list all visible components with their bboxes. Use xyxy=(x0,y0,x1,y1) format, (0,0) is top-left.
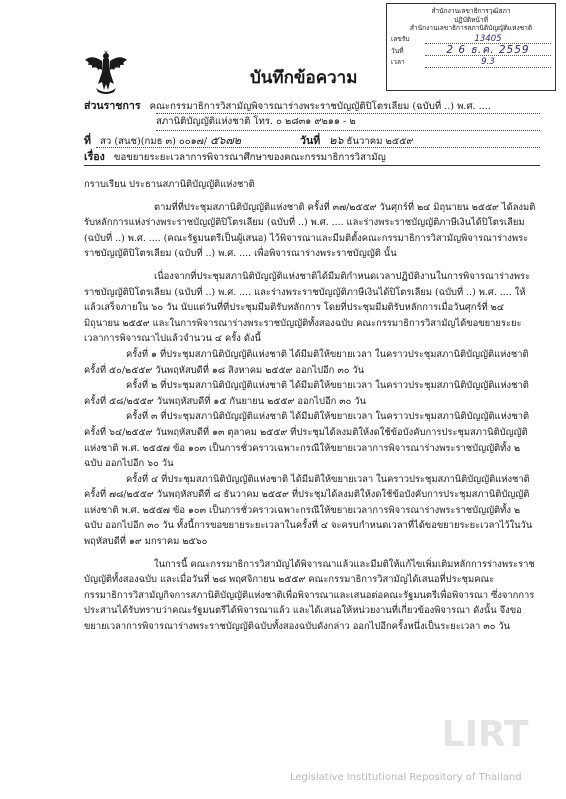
reference-value: สว (สนช)(กมธ ๓) ๐๐๑๗/ xyxy=(100,136,208,147)
receiving-stamp xyxy=(386,3,556,91)
stamp-number-value: 13405 xyxy=(425,35,551,45)
subject-value: ขอขยายระยะเวลาการพิจารณาศึกษาของคณะกรรมาธิการวิสามัญ xyxy=(113,152,386,163)
extension-item-1: ครั้งที่ ๑ ที่ประชุมสภานิติบัญญัติแห่งชาติ ได้มีมติให้ขยายเวลา ในคราวประชุมสภานิติบัญญัติแห่งชาติ ครั้งที่ ๕๐/๒๕๕๙ วันพฤหัสบดีที่ ๑๘ สิงหาคม ๒๕๕๙ ออกไปอีก ๓๐ วัน xyxy=(84,348,529,376)
extension-item-4: ครั้งที่ ๔ ที่ประชุมสภานิติบัญญัติแห่งชาติ ได้มีมติให้ขยายเวลา ในคราวประชุมสภานิติบัญญัติแห่งชาติ ครั้งที่ ๗๘/๒๕๕๙ วันพฤหัสบดีที่ ๘ ธันวาคม ๒๕๕๙ ที่ประชุมได้ลงมติให้งดใช้ข้อบังคับการประชุมสภานิติบัญญัติแห่งชาติ พ.ศ. ๒๕๕๗ ข้อ ๑๐๓ เป็นการชั่วคราวเฉพาะกรณีให้ขยายเวลาการพิจารณาร่างพระราชบัญญัติทั้ง ๒ ฉบับ ออกไปอีก ๓๐ วัน ทั้งนี้การขอขยายระยะเวลาในครั้งที่ ๔ จะครบกำหนดเวลาที่ได้ขอขยายระยะเวลาไว้ในวันพฤหัสบดีที่ ๑๙ มกราคม ๒๕๖๐ xyxy=(84,473,533,548)
extension-item-2: ครั้งที่ ๒ ที่ประชุมสภานิติบัญญัติแห่งชาติ ได้มีมติให้ขยายเวลา ในคราวประชุมสภานิติบัญญัติแห่งชาติ ครั้งที่ ๕๘/๒๕๕๙ วันพฤหัสบดีที่ ๑๕ กันยายน ๒๕๕๙ ออกไปอีก ๓๐ วัน xyxy=(84,380,529,407)
garuda-emblem-icon xyxy=(84,50,128,96)
subject-label: เรื่อง xyxy=(84,151,105,163)
subject-row xyxy=(84,148,386,165)
date-label: วันที่ xyxy=(300,135,321,147)
stamp-number-label: เลขรับ xyxy=(391,34,410,43)
reference-handwritten: ๕๖๗๒ xyxy=(210,134,242,147)
stamp-date-label: วันที่ xyxy=(391,47,404,56)
watermark-caption: Legislative Institutional Repository of Thailand xyxy=(290,772,522,783)
stamp-org-line1: สำนักงานเลขาธิการวุฒิสภา xyxy=(431,7,511,15)
salutation: กราบเรียน ประธานสภานิติบัญญัติแห่งชาติ xyxy=(84,179,255,190)
date-handwritten: ๒๖ xyxy=(329,134,344,147)
stamp-row-time xyxy=(391,58,551,68)
stamp-time-value: 9.3 xyxy=(425,58,551,68)
agency-label: ส่วนราชการ xyxy=(84,100,141,112)
stamp-date-value: 2 6 ธ.ค. 2559 xyxy=(425,46,551,56)
paragraph-extensions: เนื่องจากที่ประชุมสภานิติบัญญัติแห่งชาติได้มีมติกำหนดเวลาปฏิบัติงานในการพิจารณาร่างพระราชบัญญัติปิโตรเลียม (ฉบับที่ ..) พ.ศ. .... และร่างพระราชบัญญัติภาษีเงินได้ปิโตรเลียม (ฉบับที่ ..) พ.ศ. .... ให้แล้วเสร็จภายใน ๖๐ วัน นับแต่วันที่ที่ประชุมมีมติรับหลักการ โดยที่ประชุมมีมติรับหลักการเมื่อวันศุกร์ที่ ๒๔ มิถุนายน ๒๕๕๙ และในการพิจารณาร่างพระราชบัญญัติทั้งสองฉบับ คณะกรรมาธิการวิสามัญได้ขอขยายระยะเวลาการพิจารณาไปแล้วจำนวน ๔ ครั้ง ดังนี้ xyxy=(84,270,531,345)
memo-title: บันทึกข้อความ xyxy=(250,68,358,88)
lirt-logo-text: LIRT xyxy=(441,714,529,755)
lirt-watermark-logo xyxy=(440,702,530,758)
reference-label: ที่ xyxy=(84,135,91,147)
agency-row xyxy=(84,97,491,114)
extension-item-3: ครั้งที่ ๓ ที่ประชุมสภานิติบัญญัติแห่งชาติ ได้มีมติให้ขยายเวลา ในคราวประชุมสภานิติบัญญัติแห่งชาติ ครั้งที่ ๖๔/๒๕๕๙ วันพฤหัสบดีที่ ๑๓ ตุลาคม ๒๕๕๙ ที่ประชุมได้ลงมติให้งดใช้ข้อบังคับการประชุมสภานิติบัญญัติแห่งชาติ พ.ศ. ๒๕๕๗ ข้อ ๑๐๓ เป็นการชั่วคราวเฉพาะกรณีให้ขยายเวลาการพิจารณาร่างพระราชบัญญัติทั้ง ๒ ฉบับ ออกไปอีก ๖๐ วัน xyxy=(84,411,530,470)
agency-line2: สภานิติบัญญัติแห่งชาติ โทร. ๐ ๒๘๓๑ ๙๒๑๑ - ๒ xyxy=(156,116,356,127)
stamp-row-number xyxy=(391,35,551,45)
date-value: ธันวาคม ๒๕๕๙ xyxy=(346,136,414,147)
stamp-org-line2: ปฏิบัติหน้าที่ xyxy=(454,15,488,24)
paragraph-background: ตามที่ที่ประชุมสภานิติบัญญัติแห่งชาติ ครั้งที่ ๓๗/๒๕๕๙ วันศุกร์ที่ ๒๔ มิถุนายน ๒๕๕๙ ได้ลงมติรับหลักการแห่งร่างพระราชบัญญัติปิโตรเลียม (ฉบับที่ ..) พ.ศ. .... และร่างพระราชบัญญัติภาษีเงินได้ปิโตรเลียม (ฉบับที่ ..) พ.ศ. .... (คณะรัฐมนตรีเป็นผู้เสนอ) ไว้พิจารณาและมีมติตั้งคณะกรรมาธิการวิสามัญพิจารณาร่างพระราชบัญญัติปิโตรเลียม (ฉบับที่ ..) พ.ศ. .... เพื่อพิจารณาร่างพระราชบัญญัติ นั้น xyxy=(84,201,536,260)
agency-line1: คณะกรรมาธิการวิสามัญพิจารณาร่างพระราชบัญญัติปิโตรเลียม (ฉบับที่ ..) พ.ศ. .... xyxy=(149,101,491,112)
stamp-time-label: เวลา xyxy=(391,57,405,66)
memo-body xyxy=(84,177,538,635)
paragraph-request: ในการนี้ คณะกรรมาธิการวิสามัญได้พิจารณาแล้วและมีมติให้แก้ไขเพิ่มเติมหลักการร่างพระราชบัญญัติทั้งสองฉบับ และเมื่อวันที่ ๒๘ พฤศจิกายน ๒๕๕๙ คณะกรรมาธิการวิสามัญได้เสนอที่ประชุมคณะกรรมาธิการวิสามัญกิจการสภานิติบัญญัติแห่งชาติเพื่อพิจารณาและเสนอต่อคณะรัฐมนตรีเพื่อพิจารณา ซึ่งจากการประสานได้รับทราบว่าคณะรัฐมนตรีได้พิจารณาแล้ว และได้เสนอให้หน่วยงานที่เกี่ยวข้องพิจารณา ดังนั้น จึงขอขยายเวลาการพิจารณาร่างพระราชบัญญัติฉบับทั้งสองฉบับดังกล่าว ออกไปอีกครั้งหนึ่งเป็นระยะเวลา ๓๐ วัน xyxy=(84,558,535,633)
stamp-org-line3: สำนักงานเลขาธิการสภานิติบัญญัติแห่งชาติ xyxy=(409,24,533,33)
stamp-row-date xyxy=(391,46,551,56)
